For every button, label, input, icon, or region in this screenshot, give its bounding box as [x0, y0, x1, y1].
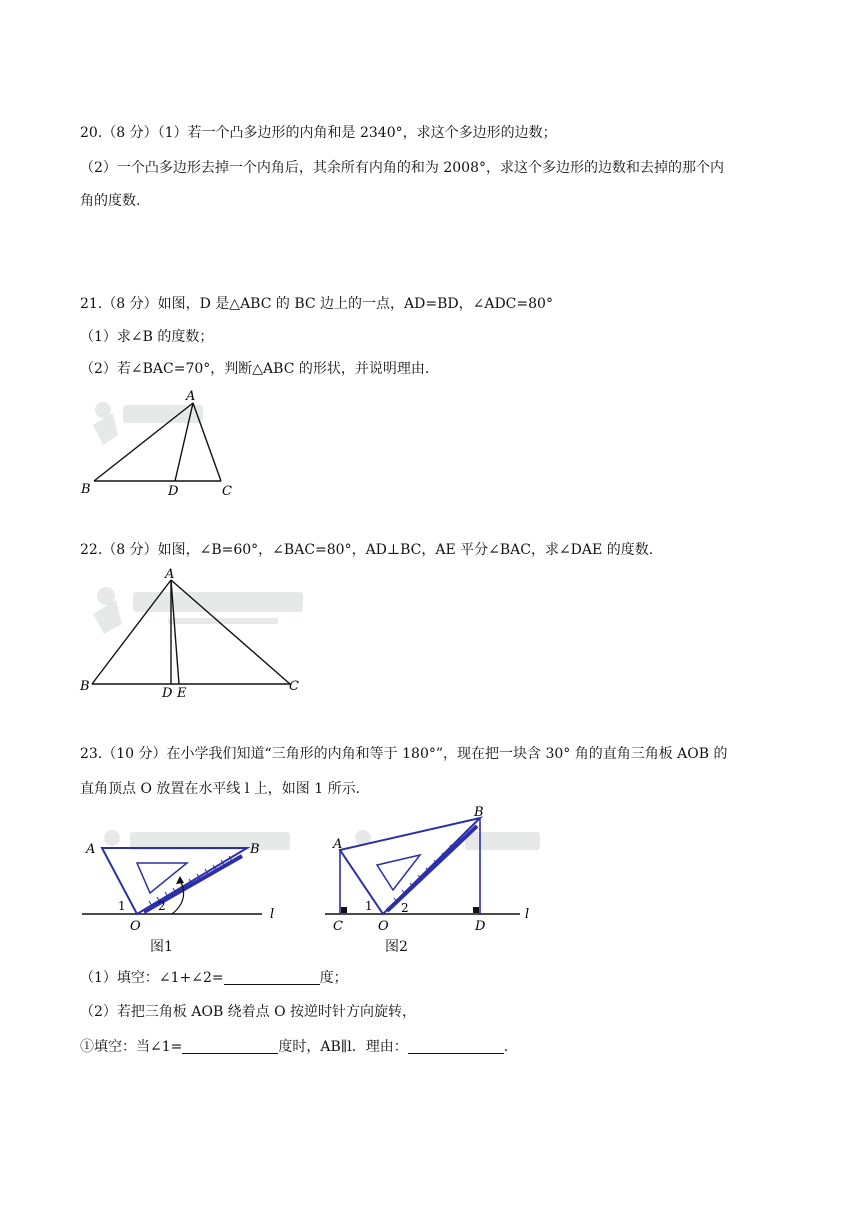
label-o: O [130, 919, 141, 934]
q20-line3: 角的度数. [80, 193, 141, 209]
q23-figure1 [82, 818, 292, 938]
q21-line1: 21.（8 分）如图，D 是△ABC 的 BC 边上的一点，AD=BD，∠ADC=80° [80, 296, 553, 312]
label-l: l [270, 907, 275, 922]
rotation-arrowhead [176, 876, 184, 884]
angle-2-label: 2 [401, 901, 409, 915]
q23-sub2a [80, 1037, 508, 1057]
label-a: A [165, 567, 175, 582]
label-c: C [289, 679, 299, 694]
q22-line1: 22.（8 分）如图，∠B=60°，∠BAC=80°，AD⊥BC，AE 平分∠BAC，求∠DAE 的度数. [80, 542, 654, 558]
angle-1-label: 1 [365, 899, 373, 913]
label-d: D [162, 686, 173, 701]
q22-figure [78, 566, 308, 700]
right-angle-c [341, 907, 347, 913]
label-b: B [474, 805, 484, 820]
label-a: A [186, 389, 196, 404]
segment-ac [193, 403, 221, 481]
label-b: B [250, 842, 260, 857]
q21-line3: （2）若∠BAC=70°，判断△ABC 的形状，并说明理由. [80, 361, 430, 377]
q21-line2: （1）求∠B 的度数； [80, 329, 214, 345]
q23-sub2a-middle: 度时，AB∥l．理由： [278, 1039, 408, 1055]
label-c: C [222, 484, 232, 499]
q23-sub2a-suffix: . [503, 1039, 509, 1055]
q20-line1: 20.（8 分）（1）若一个凸多边形的内角和是 2340°，求这个多边形的边数； [80, 125, 557, 141]
right-angle-d [473, 907, 479, 913]
ruler-edge [387, 826, 477, 911]
figure1-caption: 图1 [150, 939, 173, 955]
figure2-caption: 图2 [385, 939, 408, 955]
q20-line2: （2）一个凸多边形去掉一个内角后，其余所有内角的和为 2008°，求这个多边形的边数和去掉的那个内 [80, 160, 724, 176]
q23-sub1 [80, 968, 348, 988]
q23-sub1-suffix: 度； [319, 970, 348, 986]
q23-sub1-prefix: （1）填空：∠1+∠2= [80, 970, 224, 986]
q21-figure [78, 385, 248, 500]
label-b: B [81, 482, 91, 497]
q23-sub2: （2）若把三角板 AOB 绕着点 O 按逆时针方向旋转， [80, 1004, 417, 1020]
angle-2-label: 2 [158, 899, 166, 913]
label-d: D [475, 919, 486, 934]
angle-1-label: 1 [118, 899, 126, 913]
watermark-logo [93, 587, 303, 634]
q23-line1: 23.（10 分）在小学我们知道“三角形的内角和等于 180°”，现在把一块含 30° 角的直角三角板 AOB 的 [80, 746, 728, 762]
label-l: l [525, 907, 530, 922]
answer-blank-2[interactable] [182, 1039, 278, 1054]
q23-figure2 [325, 805, 540, 938]
q23-sub2a-prefix: ①填空：当∠1= [80, 1039, 183, 1055]
q23-line2: 直角顶点 O 放置在水平线 l 上，如图 1 所示. [80, 781, 361, 797]
label-a: A [86, 842, 96, 857]
answer-blank-1[interactable] [224, 970, 320, 985]
label-e: E [177, 686, 187, 701]
answer-blank-3[interactable] [408, 1039, 504, 1054]
label-o: O [378, 919, 389, 934]
label-c: C [333, 919, 343, 934]
label-d: D [168, 484, 179, 499]
label-a: A [333, 837, 343, 852]
label-b: B [80, 679, 90, 694]
